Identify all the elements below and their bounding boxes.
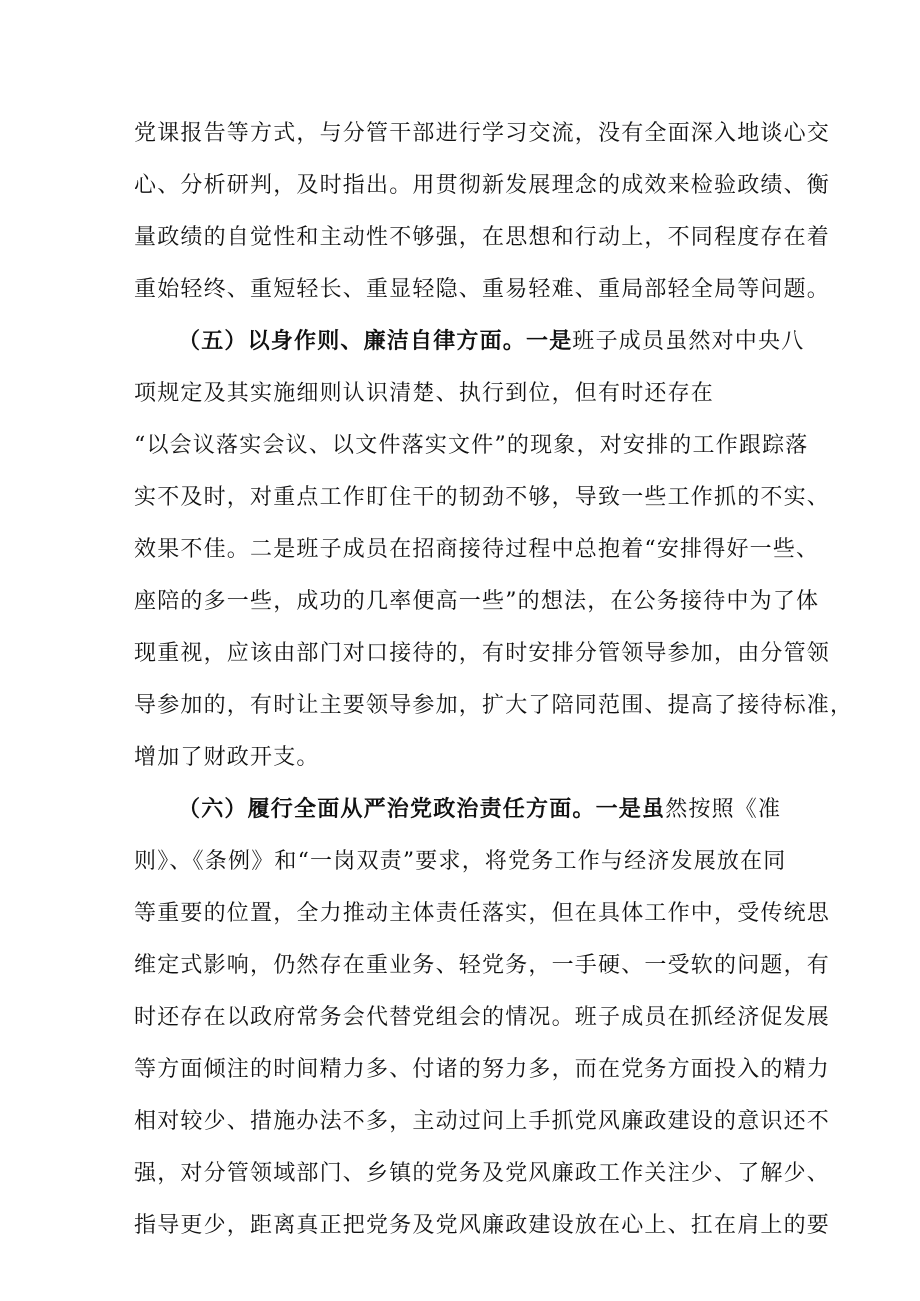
line-text: 等方面倾注的时间精力多、付诸的努力多，而在党务方面投入的精力 bbox=[134, 1057, 831, 1082]
paragraph-section-5 bbox=[134, 316, 854, 784]
text-line bbox=[134, 1096, 831, 1148]
line-text: 维定式影响，仍然存在重业务、轻党务，一手硬、一受软的问题，有 bbox=[134, 953, 831, 978]
line-text: 然按照《准 bbox=[665, 797, 782, 822]
text-line bbox=[134, 680, 854, 732]
text-line bbox=[134, 940, 831, 992]
line-text: 座陪的多一些，成功的几率便高一些”的想法，在公务接待中为了体 bbox=[134, 589, 820, 614]
line-text: 心、分析研判，及时指出。用贯彻新发展理念的成效来检验政绩、衡 bbox=[134, 173, 831, 198]
text-line bbox=[134, 836, 802, 888]
line-text: 等重要的位置，全力推动主体责任落实，但在具体工作中，受传统思 bbox=[134, 901, 831, 926]
text-line bbox=[134, 628, 831, 680]
text-line bbox=[134, 888, 831, 940]
text-line bbox=[134, 1044, 831, 1096]
section-heading-5: （五）以身作则、廉洁自律方面。一是 bbox=[178, 329, 573, 354]
text-line bbox=[134, 524, 820, 576]
text-line bbox=[134, 316, 805, 368]
text-line bbox=[134, 1148, 831, 1200]
text-line bbox=[134, 992, 831, 1044]
text-line bbox=[134, 264, 831, 316]
line-text: 导参加的，有时让主要领导参加，扩大了陪同范围、提高了接待标准， bbox=[134, 693, 854, 718]
text-line bbox=[134, 212, 831, 264]
line-text: 相对较少、措施办法不多，主动过问上手抓党风廉政建设的意识还不 bbox=[134, 1109, 831, 1134]
text-line bbox=[134, 784, 802, 836]
line-text: “以会议落实会议、以文件落实文件”的现象，对安排的工作跟踪落 bbox=[134, 433, 809, 458]
line-text: 班子成员虽然对中央八 bbox=[572, 329, 805, 354]
text-line bbox=[134, 1200, 831, 1252]
text-line bbox=[134, 420, 809, 472]
paragraph-continuation bbox=[134, 108, 831, 316]
paragraph-section-6 bbox=[134, 784, 831, 1252]
line-text: 量政绩的自觉性和主动性不够强，在思想和行动上，不同程度存在着 bbox=[134, 225, 831, 250]
line-text: 现重视，应该由部门对口接待的，有时安排分管领导参加，由分管领 bbox=[134, 641, 831, 666]
text-line bbox=[134, 108, 831, 160]
line-text: 效果不佳。二是班子成员在招商接待过程中总抱着“安排得好一些、 bbox=[134, 537, 820, 562]
line-text: 指导更少，距离真正把党务及党风廉政建设放在心上、扛在肩上的要 bbox=[134, 1213, 831, 1238]
text-line bbox=[134, 160, 831, 212]
section-heading-6: （六）履行全面从严治党政治责任方面。一是虽 bbox=[178, 797, 666, 822]
text-line bbox=[134, 576, 820, 628]
line-text: 时还存在以政府常务会代替党组会的情况。班子成员在抓经济促发展 bbox=[134, 1005, 831, 1030]
text-line bbox=[134, 472, 831, 524]
line-text: 党课报告等方式，与分管干部进行学习交流，没有全面深入地谈心交 bbox=[134, 121, 831, 146]
line-text: 实不及时，对重点工作盯住干的韧劲不够，导致一些工作抓的不实、 bbox=[134, 485, 831, 510]
line-text: 重始轻终、重短轻长、重显轻隐、重易轻难、重局部轻全局等问题。 bbox=[134, 277, 831, 302]
line-text: 则》、《条例》和“一岗双责”要求，将党务工作与经济发展放在同 bbox=[134, 849, 787, 874]
line-text: 强，对分管领域部门、乡镇的党务及党风廉政工作关注少、了解少、 bbox=[134, 1161, 831, 1186]
line-text: 增加了财政开支。 bbox=[134, 745, 320, 770]
text-line bbox=[134, 732, 802, 784]
line-text: 项规定及其实施细则认识清楚、执行到位，但有时还存在 bbox=[134, 381, 715, 406]
text-line bbox=[134, 368, 802, 420]
document-body bbox=[134, 108, 854, 1252]
